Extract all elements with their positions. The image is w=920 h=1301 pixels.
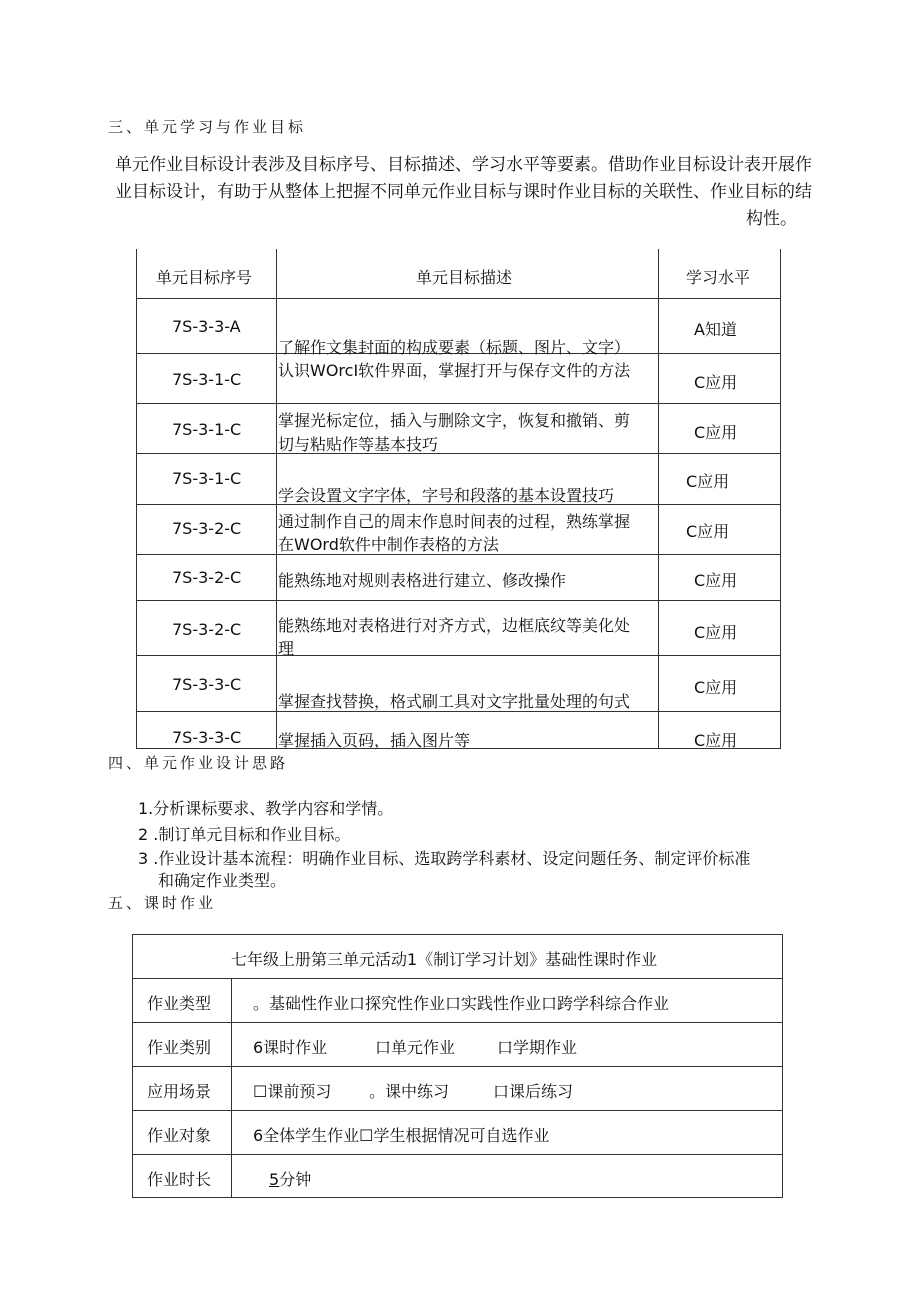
goal-level: C应用: [686, 472, 730, 491]
goals-header-id: 单元目标序号: [156, 268, 253, 287]
goal-level: C应用: [694, 571, 738, 590]
section-5-heading: 五、课时作业: [108, 894, 217, 912]
goal-description: 掌握光标定位，插入与删除文字，恢复和撤销、剪: [278, 411, 631, 430]
goal-level: C应用: [686, 522, 730, 541]
goal-description-cont: 切与粘贴作等基本技巧: [278, 435, 439, 454]
goal-description-cont: 理: [278, 639, 295, 658]
goal-id: 7S-3-1-C: [172, 370, 242, 389]
section-3-paragraph-line: 业目标设计，有助于从整体上把握不同单元作业目标与课时作业目标的关联性、作业目标的结: [115, 182, 812, 202]
homework-title: 七年级上册第三单元活动1《制订学习计划》基础性课时作业: [231, 950, 658, 969]
scene-option-preview: ☐课前预习: [253, 1082, 332, 1101]
goal-level: A知道: [694, 320, 737, 339]
goal-id: 7S-3-1-C: [172, 469, 242, 488]
homework-table: [132, 934, 783, 1198]
category-option-term: 口学期作业: [497, 1038, 578, 1057]
section-4-heading: 四、单元作业设计思路: [108, 754, 289, 772]
goal-id: 7S-3-2-C: [172, 519, 242, 538]
homework-duration-label: 作业时长: [147, 1170, 212, 1189]
goal-id: 7S-3-3-C: [172, 728, 242, 747]
scene-option-after-class: 口课后练习: [493, 1082, 574, 1101]
goal-description: 能熟练地对表格进行对齐方式，边框底纹等美化处: [278, 616, 631, 635]
goal-level: C应用: [694, 373, 738, 392]
goal-description: 能熟练地对规则表格进行建立、修改操作: [278, 571, 567, 590]
homework-scene-label: 应用场景: [147, 1082, 212, 1101]
goal-description: 掌握查找替换，格式刷工具对文字批量处理的句式: [278, 692, 631, 711]
goal-id: 7S-3-3-C: [172, 675, 242, 694]
goal-id: 7S-3-3-A: [172, 317, 241, 336]
homework-duration-value: [269, 1167, 311, 1190]
category-option-lesson: 6课时作业: [253, 1038, 328, 1057]
goal-level: C应用: [694, 423, 738, 442]
goal-id: 7S-3-1-C: [172, 420, 242, 439]
unit-goals-table: [136, 249, 781, 749]
design-step-1: 1.分析课标要求、教学内容和学情。: [138, 799, 394, 818]
goal-description-cont: 在WOrd软件中制作表格的方法: [278, 535, 499, 554]
section-3-paragraph-line: 单元作业目标设计表涉及目标序号、目标描述、学习水平等要素。借助作业目标设计表开展作: [115, 155, 812, 175]
goal-level: C应用: [694, 678, 738, 697]
goal-id: 7S-3-2-C: [172, 568, 242, 587]
homework-target-label: 作业对象: [147, 1126, 212, 1145]
homework-type-value: 。基础性作业口探究性作业口实践性作业口跨学科综合作业: [253, 994, 670, 1013]
goal-description: 掌握插入页码，插入图片等: [278, 731, 471, 750]
section-3-heading: 三、单元学习与作业目标: [108, 118, 307, 136]
homework-type-label: 作业类型: [147, 994, 212, 1013]
goal-description: 通过制作自己的周末作息时间表的过程，熟练掌握: [278, 512, 631, 531]
category-option-unit: 口单元作业: [375, 1038, 456, 1057]
design-step-2: 2 .制订单元目标和作业目标。: [138, 825, 351, 844]
section-3-paragraph-line: 构性。: [746, 209, 797, 229]
goal-level: C应用: [694, 623, 738, 642]
homework-category-label: 作业类别: [147, 1038, 212, 1057]
scene-option-in-class: 。课中练习: [369, 1082, 450, 1101]
goals-header-description: 单元目标描述: [416, 268, 513, 287]
homework-target-value: 6全体学生作业☐学生根据情况可自选作业: [253, 1126, 550, 1145]
goal-description: 了解作文集封面的构成要素（标题、图片、文字）: [278, 338, 631, 357]
goal-description: 学会设置文字字体，字号和段落的基本设置技巧: [278, 486, 615, 505]
goal-id: 7S-3-2-C: [172, 620, 242, 639]
goal-description: 认识WOrcI软件界面，掌握打开与保存文件的方法: [278, 361, 631, 380]
goals-header-level: 学习水平: [686, 268, 751, 287]
design-step-3: 3 .作业设计基本流程：明确作业目标、选取跨学科素材、设定问题任务、制定评价标准: [138, 849, 751, 868]
design-step-3-cont: 和确定作业类型。: [158, 871, 287, 890]
duration-number: 5: [269, 1170, 280, 1189]
duration-unit: 分钟: [279, 1170, 312, 1189]
goal-level: C应用: [694, 731, 738, 750]
